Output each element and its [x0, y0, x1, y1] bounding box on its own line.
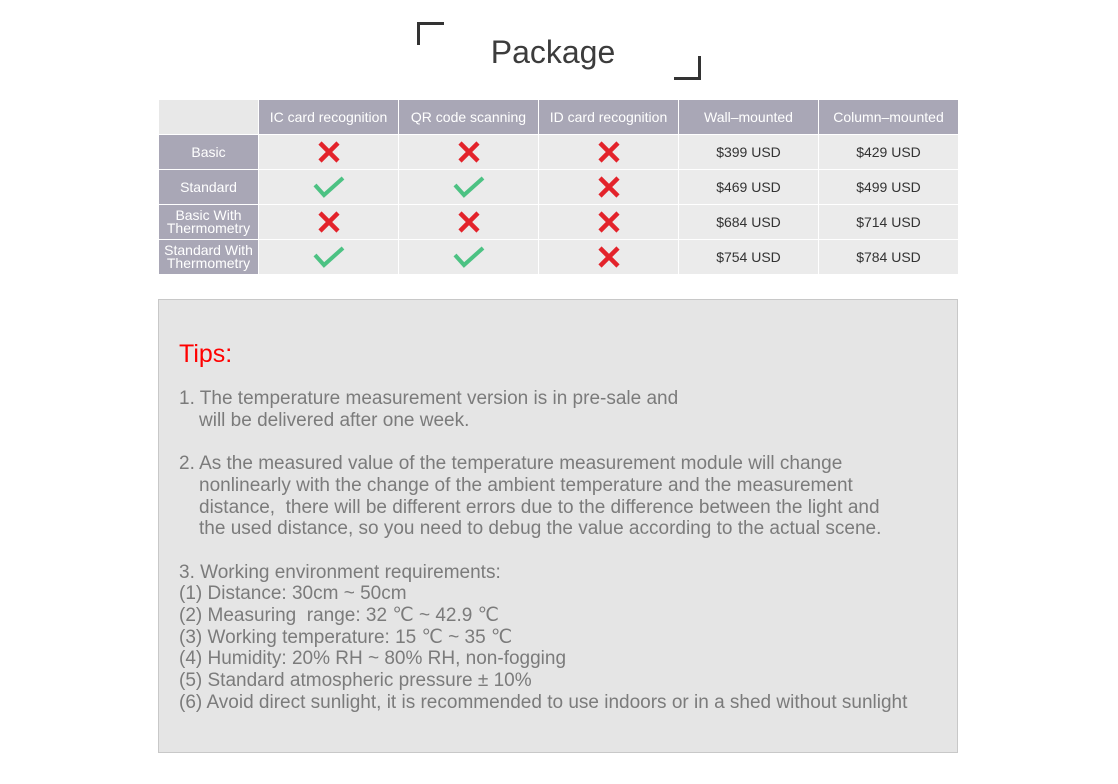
cross-icon — [598, 211, 620, 233]
wall-mounted-price: $399 USD — [679, 135, 819, 170]
wall-mounted-price: $469 USD — [679, 170, 819, 205]
cross-icon — [318, 211, 340, 233]
ic-card-cell — [259, 205, 399, 240]
table-header-row — [159, 100, 959, 135]
package-table — [158, 99, 959, 275]
column-header-column-mounted: Column–mounted — [819, 100, 959, 135]
row-label: Basic With Thermometry — [159, 205, 259, 240]
row-label: Standard — [159, 170, 259, 205]
ic-card-cell — [259, 240, 399, 275]
column-mounted-price: $714 USD — [819, 205, 959, 240]
column-header-ic-card: IC card recognition — [259, 100, 399, 135]
qr-code-cell — [399, 135, 539, 170]
tip-line: 1. The temperature measurement version is in pre-sale and — [179, 388, 679, 409]
check-icon — [313, 176, 345, 198]
table-body — [159, 135, 959, 275]
qr-code-cell — [399, 240, 539, 275]
row-label: Standard With Thermometry — [159, 240, 259, 275]
column-mounted-price: $784 USD — [819, 240, 959, 275]
table-row — [159, 205, 959, 240]
cross-icon — [598, 141, 620, 163]
tip-line: distance, there will be different errors due to the difference between the light and — [199, 496, 880, 518]
qr-code-cell — [399, 205, 539, 240]
cross-icon — [458, 141, 480, 163]
wall-mounted-price: $684 USD — [679, 205, 819, 240]
requirement-sunlight: (6) Avoid direct sunlight, it is recommended to use indoors or in a shed without sunlight — [179, 691, 908, 713]
tips-heading: Tips: — [179, 340, 233, 368]
tip-requirements-title: 3. Working environment requirements: — [179, 561, 501, 583]
requirement-humidity: (4) Humidity: 20% RH ~ 80% RH, non-fogging — [179, 648, 567, 670]
tip-item-1 — [179, 388, 937, 431]
ic-card-cell — [259, 135, 399, 170]
id-card-cell — [539, 135, 679, 170]
corner-bracket-top-left — [417, 22, 444, 45]
requirement-distance: (1) Distance: 30cm ~ 50cm — [179, 583, 407, 605]
tip-item-2 — [179, 453, 937, 540]
check-icon — [453, 176, 485, 198]
column-header-id-card: ID card recognition — [539, 100, 679, 135]
tip-line: will be delivered after one week. — [199, 409, 470, 431]
id-card-cell — [539, 240, 679, 275]
table-row — [159, 135, 959, 170]
check-icon — [313, 246, 345, 268]
cross-icon — [598, 246, 620, 268]
page-title: Package — [490, 34, 616, 70]
cross-icon — [318, 141, 340, 163]
cross-icon — [598, 176, 620, 198]
ic-card-cell — [259, 170, 399, 205]
qr-code-cell — [399, 170, 539, 205]
column-mounted-price: $429 USD — [819, 135, 959, 170]
tip-line: the used distance, so you need to debug the value according to the actual scene. — [199, 518, 882, 540]
check-icon — [453, 246, 485, 268]
column-header-qr-code: QR code scanning — [399, 100, 539, 135]
row-label: Basic — [159, 135, 259, 170]
table-corner-cell — [159, 100, 259, 135]
id-card-cell — [539, 170, 679, 205]
column-mounted-price: $499 USD — [819, 170, 959, 205]
tips-panel — [158, 299, 958, 753]
requirement-pressure: (5) Standard atmospheric pressure ± 10% — [179, 670, 532, 692]
column-header-wall-mounted: Wall–mounted — [679, 100, 819, 135]
requirement-measuring-range: (2) Measuring range: 32 ℃ ~ 42.9 ℃ — [179, 605, 499, 626]
cross-icon — [458, 211, 480, 233]
wall-mounted-price: $754 USD — [679, 240, 819, 275]
id-card-cell — [539, 205, 679, 240]
requirement-working-temperature: (3) Working temperature: 15 ℃ ~ 35 ℃ — [179, 626, 513, 648]
tip-line: 2. As the measured value of the temperature measurement module will change — [179, 453, 843, 475]
tip-item-3 — [179, 562, 937, 714]
table-row — [159, 170, 959, 205]
tip-line: nonlinearly with the change of the ambient temperature and the measurement — [199, 474, 853, 496]
corner-bracket-bottom-right — [674, 56, 701, 80]
table-row — [159, 240, 959, 275]
